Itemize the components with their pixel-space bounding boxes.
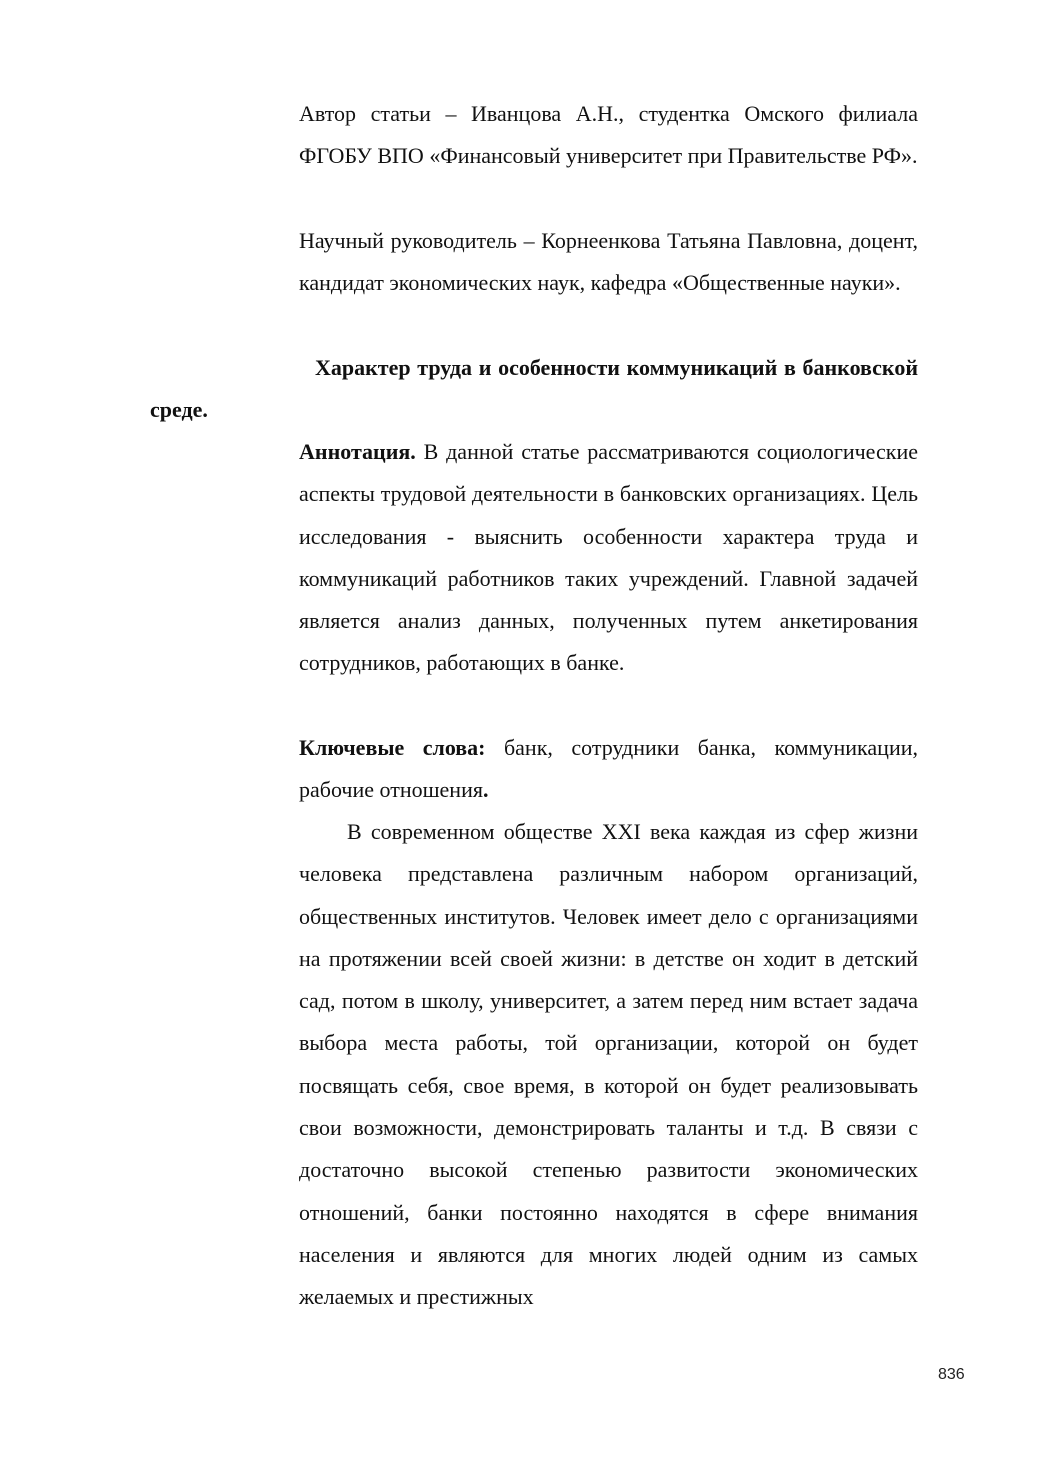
supervisor-info: Научный руководитель – Корнеенкова Татьяна Павловна, доцент, кандидат экономических наук, кафедра «Общественные науки». bbox=[299, 228, 918, 296]
article-title: Характер труда и особенности коммуникаций в банковской среде. bbox=[150, 355, 918, 423]
keywords-end: . bbox=[482, 777, 489, 803]
abstract-text: В данной статье рассматриваются социологические аспекты трудовой деятельности в банковских организациях. Цель исследования - выяснить особенности характера труда и коммуникаций работников таких учреждений. Главной задачей является анализ данных, полученных путем анкетирования сотрудников, работающих в банке. bbox=[299, 439, 918, 676]
abstract bbox=[299, 431, 918, 685]
keywords bbox=[299, 727, 918, 812]
abstract-label: Аннотация. bbox=[299, 439, 416, 464]
author-info: Автор статьи – Иванцова А.Н., студентка Омского филиала ФГОБУ ВПО «Финансовый университет при Правительстве РФ». bbox=[299, 101, 918, 169]
body-paragraph: В современном обществе XXI века каждая из сфер жизни человека представлена различным набором организаций, общественных институтов. Человек имеет дело с организациями на протяжении всей своей жизни: в детстве он ходит в детский сад, потом в школу, университет, а затем перед ним встает задача выбора места работы, той организации, которой он будет посвящать себя, свое время, в которой он будет реализовывать свои возможности, демонстрировать таланты и т.д. В связи с достаточно высокой степенью развитости экономических отношений, банки постоянно находятся в сфере внимания населения и являются для многих людей одним из самых желаемых и престижных bbox=[299, 819, 918, 1310]
keywords-text: банк, сотрудники банка, коммуникации, рабочие отношения bbox=[299, 735, 919, 803]
keywords-label: Ключевые слова: bbox=[299, 735, 486, 760]
page-number: 836 bbox=[938, 1366, 965, 1383]
